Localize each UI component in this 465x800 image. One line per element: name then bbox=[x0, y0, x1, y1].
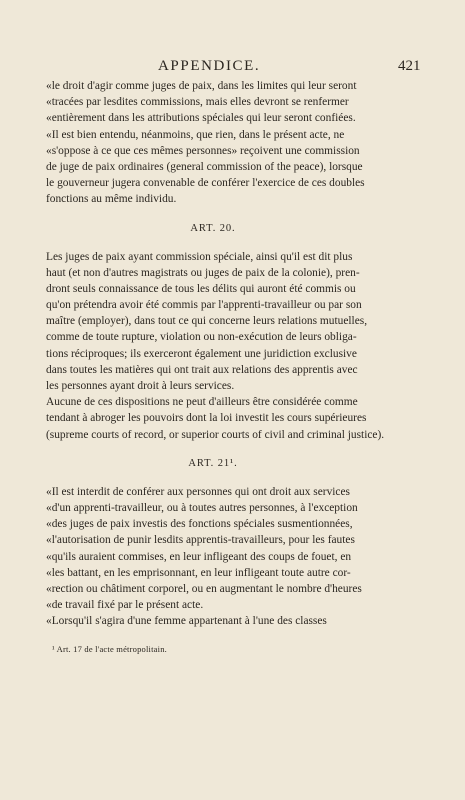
article-21-heading: ART. 21¹. bbox=[188, 457, 238, 469]
text-line: haut (et non d'autres magistrats ou juges de paix de la colonie), pren- bbox=[46, 266, 360, 279]
text-line: dront seuls connaissance de tous les délits qui auront été commis ou bbox=[46, 282, 356, 295]
page-number: 421 bbox=[398, 58, 421, 74]
article-20-heading: ART. 20. bbox=[190, 222, 236, 234]
text-line: «rection ou châtiment corporel, ou en augmentant le nombre d'heures bbox=[46, 582, 362, 595]
text-line: «des juges de paix investis des fonctions spéciales susmentionnées, bbox=[46, 518, 353, 531]
paragraph-1 bbox=[46, 78, 380, 208]
text-line: «l'autorisation de punir lesdits apprentis-travailleurs, pour les fautes bbox=[46, 534, 355, 547]
text-line: «tracées par lesdites commissions, mais elles devront se renfermer bbox=[46, 96, 349, 109]
text-line: «les battant, en les emprisonnant, en leur infligeant toute autre cor- bbox=[46, 566, 351, 579]
text-line: maître (employer), dans tout ce qui concerne leurs relations mutuelles, bbox=[46, 315, 368, 328]
text-line: «Lorsqu'il s'agira d'une femme appartenant à l'une des classes bbox=[46, 615, 327, 628]
page-header bbox=[0, 58, 465, 78]
text-line: Aucune de ces dispositions ne peut d'ailleurs être considérée comme bbox=[46, 396, 358, 409]
text-line: fonctions au même individu. bbox=[46, 193, 177, 206]
text-line: «le droit d'agir comme juges de paix, dans les limites qui leur seront bbox=[46, 80, 357, 92]
text-line: le gouverneur jugera convenable de conférer l'exercice de ces doubles bbox=[46, 177, 365, 190]
text-line: «entièrement dans les attributions spéciales qui leur seront confiées. bbox=[46, 112, 356, 125]
text-line: de juge de paix ordinaires (general commission of the peace), lorsque bbox=[46, 160, 363, 173]
text-line: «de travail fixé par le présent acte. bbox=[46, 599, 204, 612]
text-line: tions réciproques; ils exerceront également une juridiction exclusive bbox=[46, 347, 357, 360]
text-line: «s'oppose à ce que ces mêmes personnes» reçoivent une commission bbox=[46, 144, 360, 157]
text-line: tendant à abroger les pouvoirs dont la loi investit les cours supérieures bbox=[46, 412, 367, 425]
text-line: «Il est interdit de conférer aux personnes qui ont droit aux services bbox=[46, 485, 350, 498]
paragraph-3 bbox=[46, 394, 385, 443]
page-body bbox=[46, 78, 385, 658]
text-line: «d'un apprenti-travailleur, ou à toutes autres personnes, à l'exception bbox=[46, 501, 358, 514]
footnote: ¹ Art. 17 de l'acte métropolitain. bbox=[52, 644, 167, 655]
text-line: Les juges de paix ayant commission spéciale, ainsi qu'il est dit plus bbox=[46, 250, 353, 263]
text-line: qu'on prétendra avoir été commis par l'apprenti-travailleur ou par son bbox=[46, 299, 362, 312]
text-line: «qu'ils auraient commises, en leur infligeant des coups de fouet, en bbox=[46, 550, 352, 563]
text-line: «Il est bien entendu, néanmoins, que rien, dans le présent acte, ne bbox=[46, 128, 345, 141]
paragraph-2 bbox=[46, 249, 380, 395]
text-line: (supreme courts of record, or superior courts of civil and criminal justice). bbox=[46, 428, 385, 441]
paragraph-4 bbox=[46, 484, 380, 630]
text-line: les personnes ayant droit à leurs services. bbox=[46, 380, 235, 392]
running-head: APPENDICE. bbox=[158, 58, 261, 74]
text-line: dans toutes les matières qui ont trait aux relations des apprentis avec bbox=[46, 363, 358, 376]
text-line: comme de toute rupture, violation ou non-exécution de leurs obliga- bbox=[46, 331, 357, 344]
